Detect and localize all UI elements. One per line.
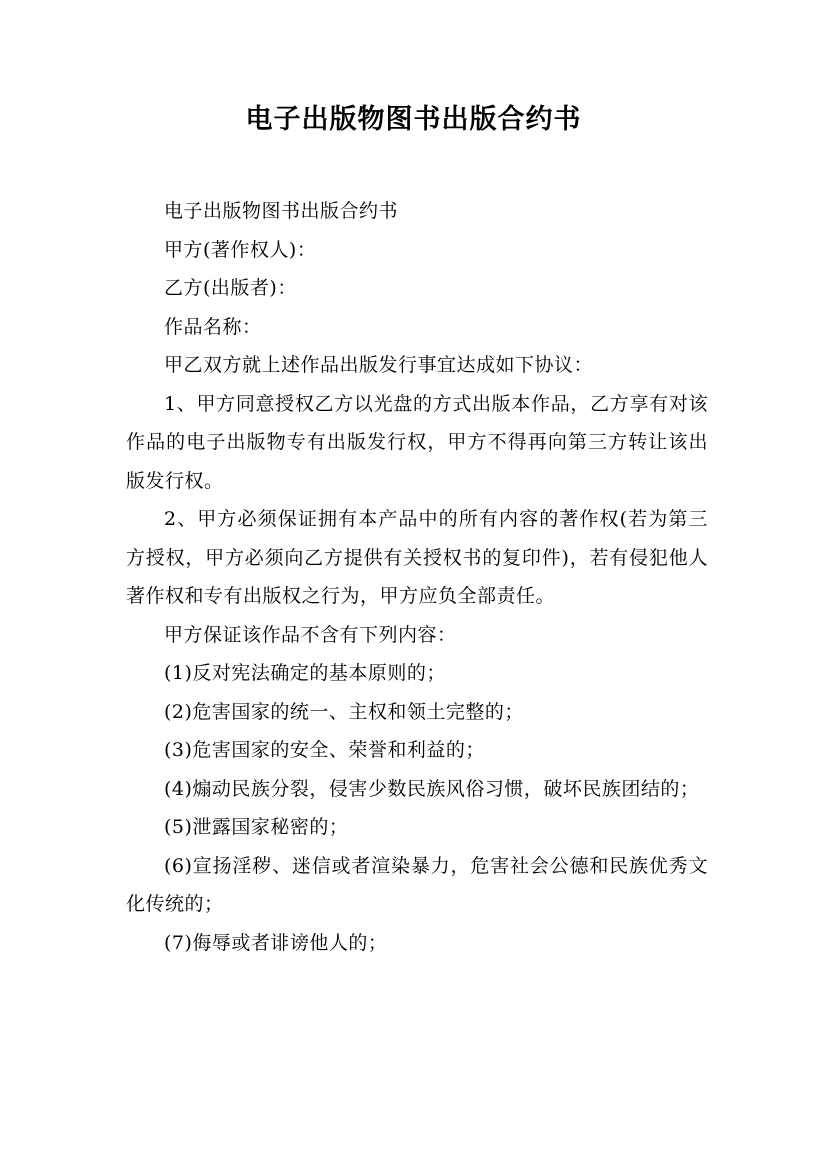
paragraph-item-3: (3)危害国家的安全、荣誉和利益的； (164, 739, 485, 761)
paragraph-item-4: (4)煽动民族分裂，侵害少数民族风俗习惯，破坏民族团结的； (164, 777, 700, 800)
paragraph-agreement-intro: 甲乙双方就上述作品出版发行事宜达成如下协议： (164, 354, 594, 376)
paragraph-item-1: (1)反对宪法确定的基本原则的； (164, 662, 446, 684)
paragraph-party-a: 甲方(著作权人)： (164, 238, 317, 261)
paragraph-clause-1: 1、甲方同意授权乙方以光盘的方式出版本作品，乙方享有对该作品的电子出版物专有出版发行权，甲方不得再向第三方转让该出版发行权。 (126, 392, 708, 492)
paragraph-work-name: 作品名称： (164, 315, 262, 338)
document-body (126, 192, 708, 962)
document-title: 电子出版物图书出版合约书 (245, 104, 582, 135)
paragraph-heading: 电子出版物图书出版合约书 (164, 200, 399, 222)
paragraph-guarantee-intro: 甲方保证该作品不含有下列内容： (164, 623, 457, 646)
paragraph-item-6: (6)宣扬淫秽、迷信或者渲染暴力，危害社会公德和民族优秀文化传统的； (126, 854, 708, 915)
paragraph-clause-2: 2、甲方必须保证拥有本产品中的所有内容的著作权(若为第三方授权，甲方必须向乙方提供有关授权书的复印件)，若有侵犯他人著作权和专有出版权之行为，甲方应负全部责任。 (126, 508, 708, 607)
paragraph-item-2: (2)危害国家的统一、主权和领土完整的； (164, 700, 524, 723)
paragraph-item-5: (5)泄露国家秘密的； (164, 816, 349, 838)
paragraph-item-7: (7)侮辱或者诽谤他人的； (164, 931, 388, 954)
paragraph-party-b: 乙方(出版者)： (164, 277, 297, 299)
